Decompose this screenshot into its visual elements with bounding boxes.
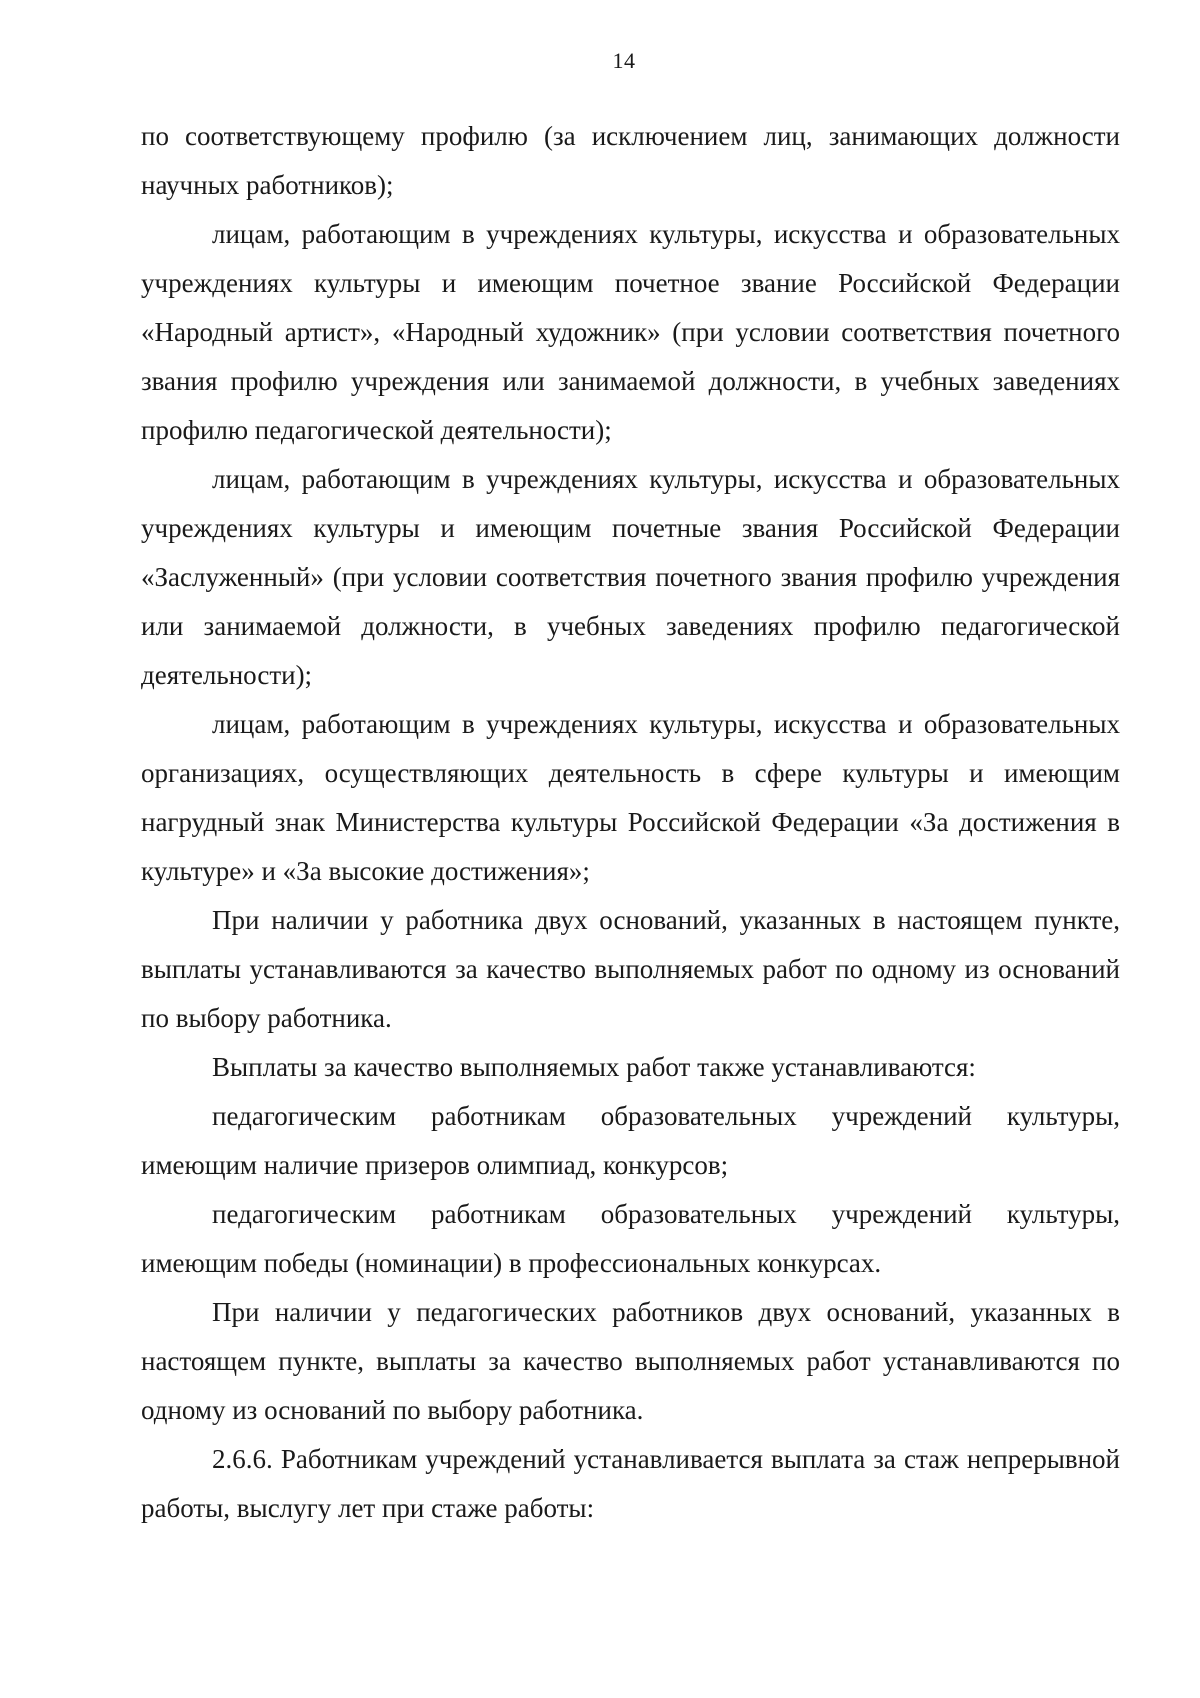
- paragraph-two-grounds: При наличии у работника двух оснований, указанных в настоящем пункте, выплаты устанавливаются за качество выполняемых работ по одному из оснований по выбору работника.: [141, 905, 1120, 1033]
- paragraph-competition-wins: педагогическим работникам образовательных учреждений культуры, имеющим победы (номинации) в профессиональных конкурсах.: [141, 1199, 1120, 1278]
- paragraph-teachers-two-grounds: При наличии у педагогических работников двух оснований, указанных в настоящем пункте, выплаты за качество выполняемых работ устанавливаются по одному из оснований по выбору работника.: [141, 1297, 1120, 1425]
- paragraph-section-2-6-6: 2.6.6. Работникам учреждений устанавливается выплата за стаж непрерывной работы, выслугу лет при стаже работы:: [141, 1444, 1120, 1523]
- page-number: 14: [612, 48, 636, 73]
- paragraph-people-artist: лицам, работающим в учреждениях культуры, искусства и образовательных учреждениях культуры и имеющим почетное звание Российской Федерации «Народный артист», «Народный художник» (при условии соответствия почетного звания профилю учреждения или занимаемой должности, в учебных заведениях профилю педагогической деятельности);: [141, 219, 1120, 445]
- paragraph-honored: лицам, работающим в учреждениях культуры, искусства и образовательных учреждениях культуры и имеющим почетные звания Российской Федерации «Заслуженный» (при условии соответствия почетного звания профилю учреждения или занимаемой должности, в учебных заведениях профилю педагогической деятельности);: [141, 464, 1120, 690]
- paragraph-olympiad-winners: педагогическим работникам образовательных учреждений культуры, имеющим наличие призеров олимпиад, конкурсов;: [141, 1101, 1120, 1180]
- paragraph-continuation: по соответствующему профилю (за исключением лиц, занимающих должности научных работников);: [141, 121, 1120, 200]
- document-body: [141, 112, 1120, 1533]
- paragraph-badge: лицам, работающим в учреждениях культуры, искусства и образовательных организациях, осуществляющих деятельность в сфере культуры и имеющим нагрудный знак Министерства культуры Российской Федерации «За достижения в культуре» и «За высокие достижения»;: [141, 709, 1120, 886]
- paragraph-quality-payments: Выплаты за качество выполняемых работ также устанавливаются:: [212, 1052, 976, 1082]
